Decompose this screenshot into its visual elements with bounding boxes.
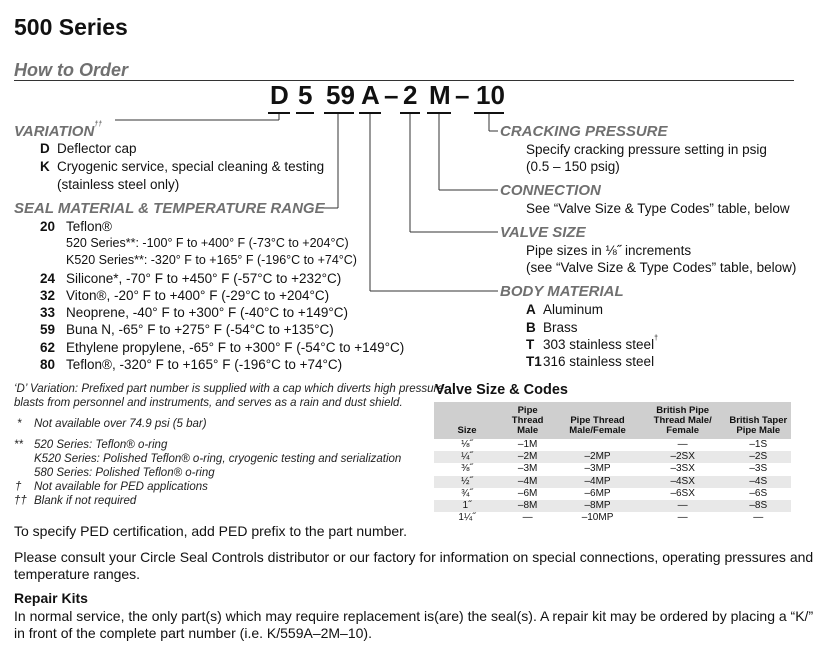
cell: — <box>640 500 726 512</box>
note-dstar-1: 520 Series: Teflon® o-ring <box>34 439 168 451</box>
cell-size: ½˝ <box>434 476 500 488</box>
pn-variation: D <box>270 80 289 110</box>
cell: –3S <box>726 463 791 475</box>
connection-line-1: See “Valve Size & Type Codes” table, below <box>526 201 790 216</box>
cracking-line-1: Specify cracking pressure setting in psig <box>526 142 767 157</box>
table-row <box>434 488 791 500</box>
repair-kits-heading: Repair Kits <box>14 590 88 606</box>
consult-line-2: temperature ranges. <box>14 566 141 582</box>
note-dagger-mark: † <box>15 481 22 493</box>
cell: –6S <box>726 488 791 500</box>
cell: –1M <box>500 439 555 451</box>
seal-item-80: 80 Teflon®, -320° F to +165° F (-196°C to +74°C) <box>40 357 343 372</box>
cell-size: 1¼˝ <box>434 512 500 524</box>
pn-connection: M <box>429 80 451 110</box>
valve-size-line-1: Pipe sizes in ⅛˝ increments <box>526 243 692 258</box>
table-row <box>434 439 791 451</box>
cell-size: 1˝ <box>434 500 500 512</box>
table-row <box>434 463 791 475</box>
th-british-taper: British Taper Pipe Male <box>726 402 791 439</box>
seal-item-20-sub2: K520 Series**: -320° F to +165° F (-196°C to +74°C) <box>66 253 357 267</box>
cell: –2M <box>500 451 555 463</box>
cell: –10MP <box>555 512 640 524</box>
note-dagger-text: Not available for PED applications <box>34 481 208 493</box>
note-ddagger-mark: †† <box>14 495 27 507</box>
cell: — <box>726 512 791 524</box>
body-material-heading: BODY MATERIAL <box>500 283 624 300</box>
note-star-text: Not available over 74.9 psi (5 bar) <box>34 418 207 430</box>
table-row <box>434 512 791 524</box>
cell: –4M <box>500 476 555 488</box>
pn-dash: – <box>455 80 470 110</box>
note-d-variation-1: ‘D’ Variation: Prefixed part number is supplied with a cap which diverts high pressure <box>14 383 444 395</box>
body-item-a: A Aluminum <box>526 302 604 317</box>
cell <box>555 439 640 451</box>
cell: –3MP <box>555 463 640 475</box>
page-title: 500 Series <box>14 14 128 40</box>
seal-item-24: 24 Silicone*, -70° F to +450° F (-57°C to +232°C) <box>40 271 342 286</box>
valve-table-title: Valve Size & Codes <box>435 382 568 398</box>
repair-line-1: In normal service, the only part(s) which may require replacement is(are) the seal(s). A repair kit may be ordered by placing a “K/” <box>14 608 814 624</box>
variation-item-d: D Deflector cap <box>40 141 137 156</box>
pn-dash: – <box>384 80 399 110</box>
th-pipe-thread-male: Pipe Thread Male <box>500 402 555 439</box>
body-item-b: B Brass <box>526 320 578 335</box>
cell-size: ⅜˝ <box>434 463 500 475</box>
body-item-t: T 303 stainless steel† <box>526 335 658 352</box>
valve-codes-table <box>434 402 791 524</box>
variation-item-k-cont: (stainless steel only) <box>57 177 180 192</box>
table-header-row <box>434 402 791 439</box>
connection-heading: CONNECTION <box>500 182 601 199</box>
cell: –8MP <box>555 500 640 512</box>
note-d-variation-2: blasts from personnel and instruments, and serves as a rain and dust shield. <box>14 397 403 409</box>
table-row <box>434 500 791 512</box>
seal-item-59: 59 Buna N, -65° F to +275° F (-54°C to +135°C) <box>40 322 334 337</box>
cell-size: ⅛˝ <box>434 439 500 451</box>
cell: –2S <box>726 451 791 463</box>
cell: –3SX <box>640 463 726 475</box>
seal-item-32: 32 Viton®, -20° F to +400° F (-29°C to +204°C) <box>40 288 330 303</box>
cracking-line-2: (0.5 – 150 psig) <box>526 159 620 174</box>
seal-item-20: 20 Teflon® <box>40 219 112 234</box>
seal-item-20-sub1: 520 Series**: -100° F to +400° F (-73°C to +204°C) <box>66 236 349 250</box>
note-dstar-mark: ** <box>14 439 23 451</box>
note-ddagger-text: Blank if not required <box>34 495 137 507</box>
valve-size-line-2: (see “Valve Size & Type Codes” table, below) <box>526 260 797 275</box>
section-title-how-to-order: How to Order <box>14 60 129 80</box>
table-row <box>434 451 791 463</box>
cell: –3M <box>500 463 555 475</box>
th-size: Size <box>434 402 500 439</box>
cell: –8S <box>726 500 791 512</box>
seal-item-33: 33 Neoprene, -40° F to +300° F (-40°C to +149°C) <box>40 305 348 320</box>
cell: — <box>500 512 555 524</box>
note-dstar-3: 580 Series: Polished Teflon® o-ring <box>34 467 215 479</box>
note-star-mark: * <box>17 418 22 430</box>
cell: — <box>640 439 726 451</box>
cell: –4SX <box>640 476 726 488</box>
seal-item-62: 62 Ethylene propylene, -65° F to +300° F (-54°C to +149°C) <box>40 340 405 355</box>
variation-heading: VARIATION†† <box>14 121 103 140</box>
seal-heading: SEAL MATERIAL & TEMPERATURE RANGE <box>14 200 325 217</box>
cell: — <box>640 512 726 524</box>
pn-seal: 59 <box>326 80 355 110</box>
cell: –6SX <box>640 488 726 500</box>
pn-body: A <box>361 80 380 110</box>
consult-line-1: Please consult your Circle Seal Controls distributor or our factory for information on special connections, operating pressures and <box>14 549 814 565</box>
body-item-t1: T1316 stainless steel <box>526 354 655 369</box>
cracking-heading: CRACKING PRESSURE <box>500 123 668 140</box>
variation-item-k: K Cryogenic service, special cleaning & testing <box>40 159 325 174</box>
valve-size-heading: VALVE SIZE <box>500 224 586 241</box>
cell: –1S <box>726 439 791 451</box>
repair-line-2: in front of the complete part number (i.e. K/559A–2M–10). <box>14 625 372 641</box>
pn-series: 5 <box>298 80 313 110</box>
pn-size: 2 <box>403 80 418 110</box>
cell: –8M <box>500 500 555 512</box>
th-pipe-thread-male-female: Pipe Thread Male/Female <box>555 402 640 439</box>
note-dstar-2: K520 Series: Polished Teflon® o-ring, cryogenic testing and serialization <box>34 453 402 465</box>
cell-size: ¾˝ <box>434 488 500 500</box>
ped-note: To specify PED certification, add PED prefix to the part number. <box>14 523 407 539</box>
cell: –2SX <box>640 451 726 463</box>
th-british-pipe-thread: British Pipe Thread Male/ Female <box>640 402 726 439</box>
cell: –4MP <box>555 476 640 488</box>
cell-size: ¼˝ <box>434 451 500 463</box>
cell: –2MP <box>555 451 640 463</box>
table-row <box>434 476 791 488</box>
cell: –6MP <box>555 488 640 500</box>
cell: –4S <box>726 476 791 488</box>
cell: –6M <box>500 488 555 500</box>
pn-cracking: 10 <box>476 80 505 110</box>
